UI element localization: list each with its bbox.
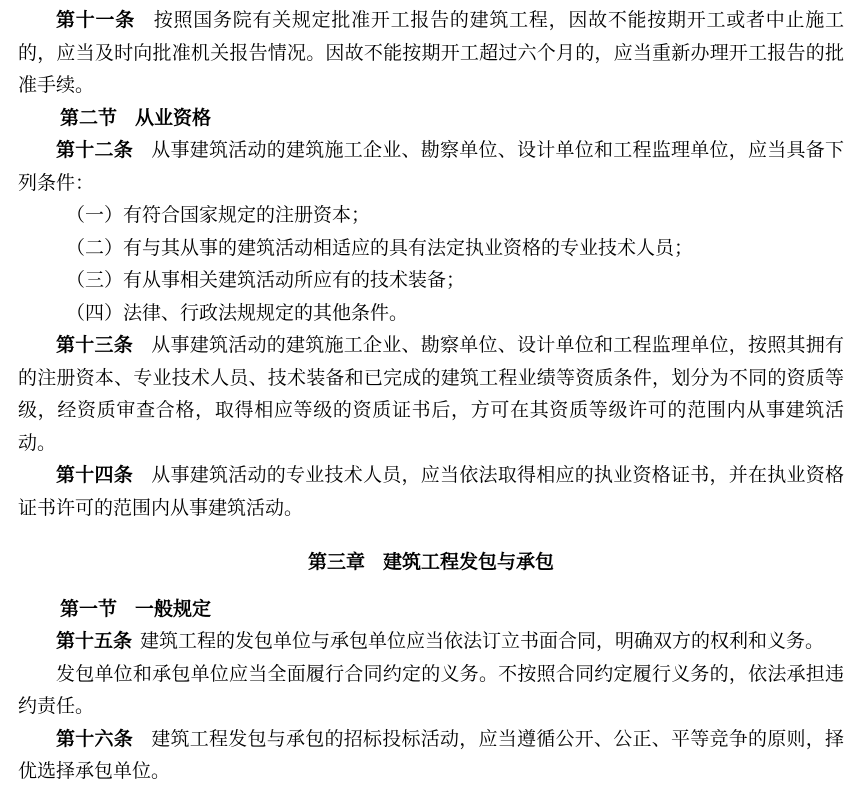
article-number: 第十三条 xyxy=(56,334,133,356)
article-text: 从事建筑活动的建筑施工企业、勘察单位、设计单位和工程监理单位，应当具备下列条件： xyxy=(18,139,844,194)
article-12 xyxy=(18,134,844,199)
article-13 xyxy=(18,329,844,459)
article-number: 第十二条 xyxy=(56,139,133,161)
section-title: 一般规定 xyxy=(135,597,212,620)
paragraph: 发包单位和承包单位应当全面履行合同约定的义务。不按照合同约定履行义务的，依法承担违约责任。 xyxy=(18,662,844,717)
article-text: 建筑工程的发包单位与承包单位应当依法订立书面合同，明确双方的权利和义务。 xyxy=(140,630,825,652)
section-title: 从业资格 xyxy=(135,106,212,129)
section-number: 第二节 xyxy=(60,106,118,129)
section-number: 第一节 xyxy=(60,597,118,620)
article-text: 从事建筑活动的建筑施工企业、勘察单位、设计单位和工程监理单位，按照其拥有的注册资本、专业技术人员、技术装备和已完成的建筑工程业绩等资质条件，划分为不同的资质等级，经资质审查合格，取得相应等级的资质证书后，方可在其资质等级许可的范围内从事建筑活动。 xyxy=(18,334,844,454)
list-item: （三）有从事相关建筑活动所应有的技术装备； xyxy=(66,269,466,291)
article-15 xyxy=(18,625,844,658)
article-number: 第十六条 xyxy=(56,727,133,750)
list-item: （一）有符合国家规定的注册资本； xyxy=(66,204,371,226)
section-heading xyxy=(18,102,844,135)
list-item: （二）有与其从事的建筑活动相适应的具有法定执业资格的专业技术人员； xyxy=(66,236,694,259)
article-text: 建筑工程发包与承包的招标投标活动，应当遵循公开、公正、平等竞争的原则，择优选择承包单位。 xyxy=(18,727,844,782)
list-item: （四）法律、行政法规规定的其他条件。 xyxy=(66,301,409,324)
article-11 xyxy=(18,4,844,102)
chapter-title: 建筑工程发包与承包 xyxy=(383,551,555,573)
article-14 xyxy=(18,459,844,524)
chapter-heading xyxy=(18,546,844,579)
article-number: 第十五条 xyxy=(56,630,133,652)
article-number: 第十四条 xyxy=(56,464,133,486)
chapter-number: 第三章 xyxy=(307,551,365,573)
article-text: 按照国务院有关规定批准开工报告的建筑工程，因故不能按期开工或者中止施工的，应当及时向批准机关报告情况。因故不能按期开工超过六个月的，应当重新办理开工报告的批准手续。 xyxy=(18,9,844,96)
article-number: 第十一条 xyxy=(56,9,135,31)
article-16 xyxy=(18,723,844,788)
section-heading xyxy=(18,593,844,626)
article-text: 从事建筑活动的专业技术人员，应当依法取得相应的执业资格证书，并在执业资格证书许可的范围内从事建筑活动。 xyxy=(18,464,844,519)
